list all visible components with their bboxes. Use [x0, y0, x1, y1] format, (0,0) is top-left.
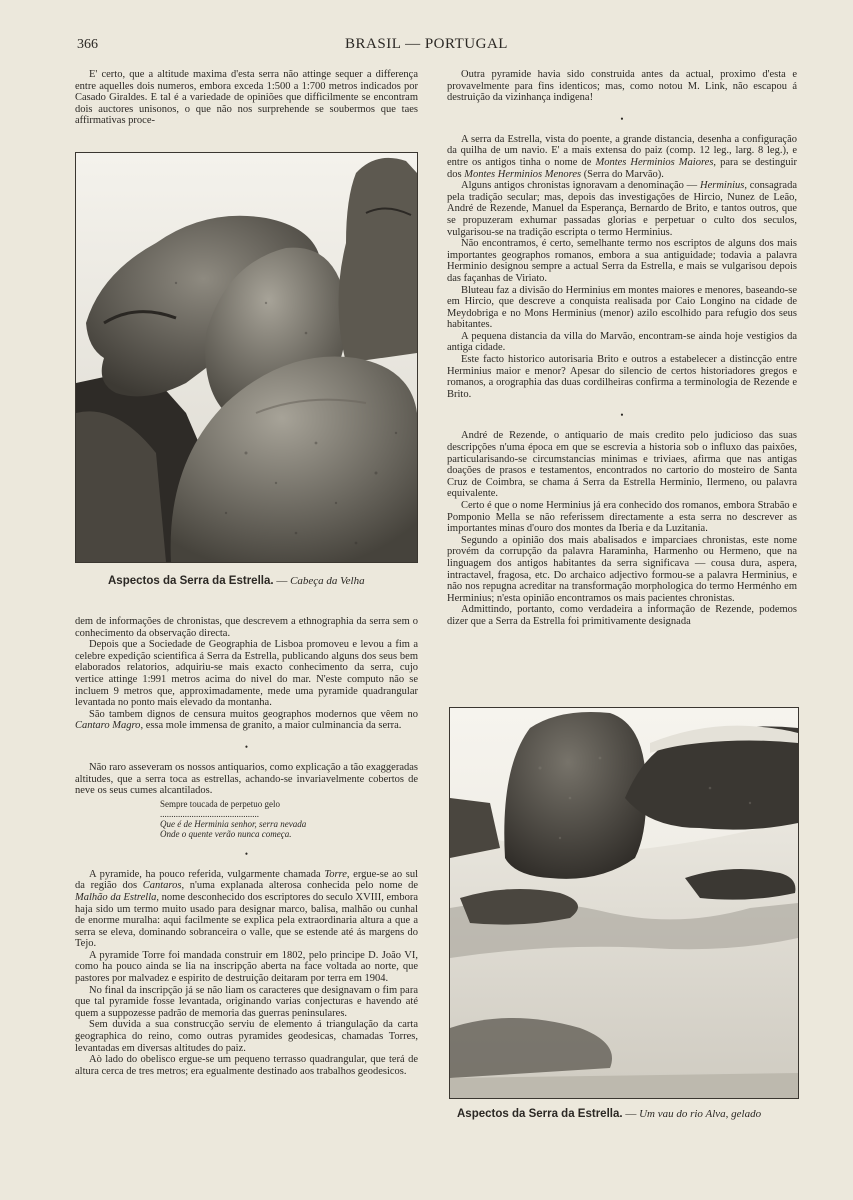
paragraph: Segundo a opinião dos mais abalisados e imparciaes chronistas, este nome provém da corrupção da palavra Haraminha, Harmenho ou Hermeno, que na linguagem dos antigos habitantes da serra significava — cousa dura, aspera, intractavel, fragosa, etc. Do archaico adjectivo formou-se a palavra Herminius, e não nos repugna acreditar na transformação morphologica do termo Herménho em Herminius; n'esta opinião encontramos os mais pacientes chronistas. [447, 534, 797, 604]
paragraph: dem de informações de chronistas, que descrevem a ethnographia da serra sem o conhecimento da observação directa. [75, 616, 418, 639]
section-separator: • [244, 848, 249, 859]
paragraph: A pyramide Torre foi mandada construir em 1802, pelo principe D. João VI, como ha pouco ainda se lia na inscripção aberta na face voltada ao norte, que pastores por malvadez e espirito de destruição deitaram por terra em 1904. [75, 949, 418, 985]
paragraph: Admittindo, portanto, como verdadeira a informação de Rezende, podemos dizer que a Serra da Estrella foi primitivamente designada [447, 604, 797, 627]
paragraph [75, 709, 418, 732]
page-number: 366 [77, 37, 98, 52]
left-column-bottom [75, 616, 418, 1077]
verse-quote [160, 799, 418, 839]
paragraph [75, 869, 418, 950]
paragraph: Sem duvida a sua construcção serviu de elemento á triangulação da carta geographica do reino, como outras pyramides geodesicas, chamadas Torres, levantadas em diversas altitudes do paiz. [75, 1019, 418, 1054]
paragraph: Outra pyramide havia sido construida antes da actual, proximo d'esta e provavelmente para fins identicos; mas, como notou M. Link, não escapou á destruição da vizinhança indigena! [447, 69, 797, 104]
text-run-italic: Malhão da Estrella [75, 891, 157, 903]
text-run: A pyramide, ha pouco referida, vulgarmente chamada [89, 868, 325, 880]
photo-vau-rio-alva-image [450, 708, 798, 1098]
paragraph: Aò lado do obelisco ergue-se um pequeno terrasso quadrangular, que terá de altura cerca de tres metros; era egualmente destinado aos trabalhos geodesicos. [75, 1054, 418, 1077]
text-run-italic: Cantaro Magro [75, 720, 141, 732]
section-separator: • [244, 741, 249, 752]
paragraph: Bluteau faz a divisão do Herminius em montes maiores e menores, baseando-se em Hircio, que descreve a conquista realisada por Caio Longino na cidade de Meydobriga e no Mons Herminius (menor) azilo escolhido para refugio dos seus habitantes. [447, 284, 797, 331]
paragraph: Este facto historico autorisaria Brito e outros a estabelecer a distincção entre Herminius maior e menor? Apesar do silencio de certos historiadores gregos e romanos, a orographia das duas cordilheiras confirma a terminologia de Rezende e Brito. [447, 354, 797, 400]
running-title: BRASIL — PORTUGAL [345, 36, 508, 52]
paragraph: Não encontramos, é certo, semelhante termo nos escriptos de alguns dos mais importantes geographos romanos, embora a sua antiguidade; todavia a palavra Herminio designou sempre a actual Serra da Estrella, e mais se vulgarisou depois das façanhas de Viriato. [447, 238, 797, 284]
verse-line: Sempre toucada de perpetuo gelo [160, 798, 280, 809]
left-column-top [75, 69, 418, 127]
section-separator: • [620, 113, 624, 124]
paragraph: André de Rezende, o antiquario de mais credito pelo judicioso das suas descripções n'uma época em que se escrevia a historia sob o influxo das paixões, particularisando-se circumstancias minimas e triviaes, afirma que nas antigas doações de prasos e testamentos, encontrados no cartorio do mosteiro de Santa Cruz de Coimbra, se chama á Serra da Estrella Herminio, Ilermeno, ou palavra equivalente. [447, 430, 797, 500]
caption-subtitle: Cabeça da Velha [290, 575, 365, 587]
text-run: , ergue-se ao sul da região dos [75, 868, 418, 892]
text-run: A serra da Estrella, vista do poente, a grande distancia, desenha a configuração da quilha de um navio. E' a mais extensa do paiz (comp. 12 leg., larg. 8 leg.), e entre os antigos tinha o nome de [447, 133, 797, 168]
text-run: , consagrada pela tradição secular; mas, depois das investigações de Hircio, Nunez de Leão, André de Rezende, Manuel da Esperança, Bernardo de Brito, e tantos outros, que se propuzeram exhumar passadas glorias e perpetuar o culto dos seculos, vulgarisou-se na tradição escripta o termo Herminius. [447, 180, 797, 238]
paragraph: Depois que a Sociedade de Geographia de Lisboa promoveu e levou a fim a celebre expedição scientifica á Serra da Estrella, publicando alguns dos seus bem elaborados relatorios, adquiriu-se mais exacto conhecimento da serra, cujo vertice attinge 1:991 metros acima do nivel do mar. N'este computo não se incluem 9 metros que, approximadamente, mede uma pyramide quadrangular levantada no ponto mais elevado da montanha. [75, 639, 418, 709]
caption-dash: — [273, 575, 291, 587]
text-run-italic: Montes Herminios Menores [464, 168, 582, 180]
caption-bottom [457, 1108, 761, 1120]
right-column [447, 69, 797, 628]
paragraph: No final da inscripção já se não liam os caracteres que designavam o fim para que tal pyramide fosse levantada, originando varias conjecturas e havendo até quem a suppozesse padrão de memoria das guerras peninsulares. [75, 984, 418, 1019]
paragraph [447, 180, 797, 238]
caption-subtitle: Um vau do rio Alva, gelado [639, 1108, 762, 1120]
text-run-italic: Torre [324, 868, 347, 880]
photo-cabeca-da-velha [75, 152, 418, 563]
text-run: , para se destinguir dos [447, 156, 797, 180]
text-run: , n'uma explanada alterosa conhecida pelo nome de [181, 880, 418, 892]
paragraph: Não raro asseveram os nossos antiquarios, como explicação a tão exaggeradas altitudes, que a serra toca as estrellas, achando-se invariavelmente cobertos de neve os seus cumes alcantilados. [75, 761, 418, 797]
text-run-italic: Montes Herminios Maiores [595, 156, 714, 168]
photo-vau-rio-alva [449, 707, 799, 1099]
text-run: , nome desconhecido dos escriptores do seculo XVIII, embora haja sido um termo muito usado para designar marco, balisa, malhão ou cunhal de enorme muralha: aqui facilmente se explica pela extraordinaria altura a que a serra se eleva, dominando sobranceira o valle, que se estende até ás margens do Tejo. [75, 891, 418, 950]
paragraph: E' certo, que a altitude maxima d'esta serra não attinge sequer a differença entre aquelles dois numeros, embora exceda 1:500 a 1:700 metros indicados por Casado Giraldes. E tal é a variedade de opiniões que difficilmente se encontram dois auctores unisonos, o que não nos surprehende se soubermos que taes affirmativas proce- [75, 69, 418, 127]
paragraph [447, 134, 797, 180]
photo-cabeca-da-velha-image [76, 153, 417, 562]
caption-dash: — [622, 1108, 640, 1120]
caption-top [108, 575, 365, 587]
text-run: Alguns antigos chronistas ignoravam a denominação — [461, 180, 700, 192]
caption-title: Aspectos da Serra da Estrella. [108, 575, 274, 587]
text-run: São tambem dignos de censura muitos geographos modernos que vêem no [89, 708, 418, 720]
text-run-italic: Cantaros [142, 880, 182, 892]
caption-title: Aspectos da Serra da Estrella. [457, 1108, 623, 1120]
verse-line: Onde o quente verão nunca começa. [160, 828, 292, 839]
verse-line: Que é de Herminia senhor, serra nevada [160, 818, 307, 829]
paragraph: Certo é que o nome Herminius já era conhecido dos romanos, embora Strabão e Pomponio Mella se não referissem directamente a esta serra no descrever as importantes minas d'ouro dos montes da Iberia e da Luzitania. [447, 500, 797, 535]
text-run: , essa mole immensa de granito, a maior culminancia da serra. [140, 720, 402, 732]
section-separator: • [620, 410, 624, 421]
text-run: (Serra do Marvão). [581, 168, 664, 180]
paragraph: A pequena distancia da villa do Marvão, encontram-se ainda hoje vestigios da antiga cidade. [447, 330, 797, 354]
verse-ellipsis: ............................................ [160, 808, 259, 819]
text-run-italic: Herminius [699, 180, 745, 192]
